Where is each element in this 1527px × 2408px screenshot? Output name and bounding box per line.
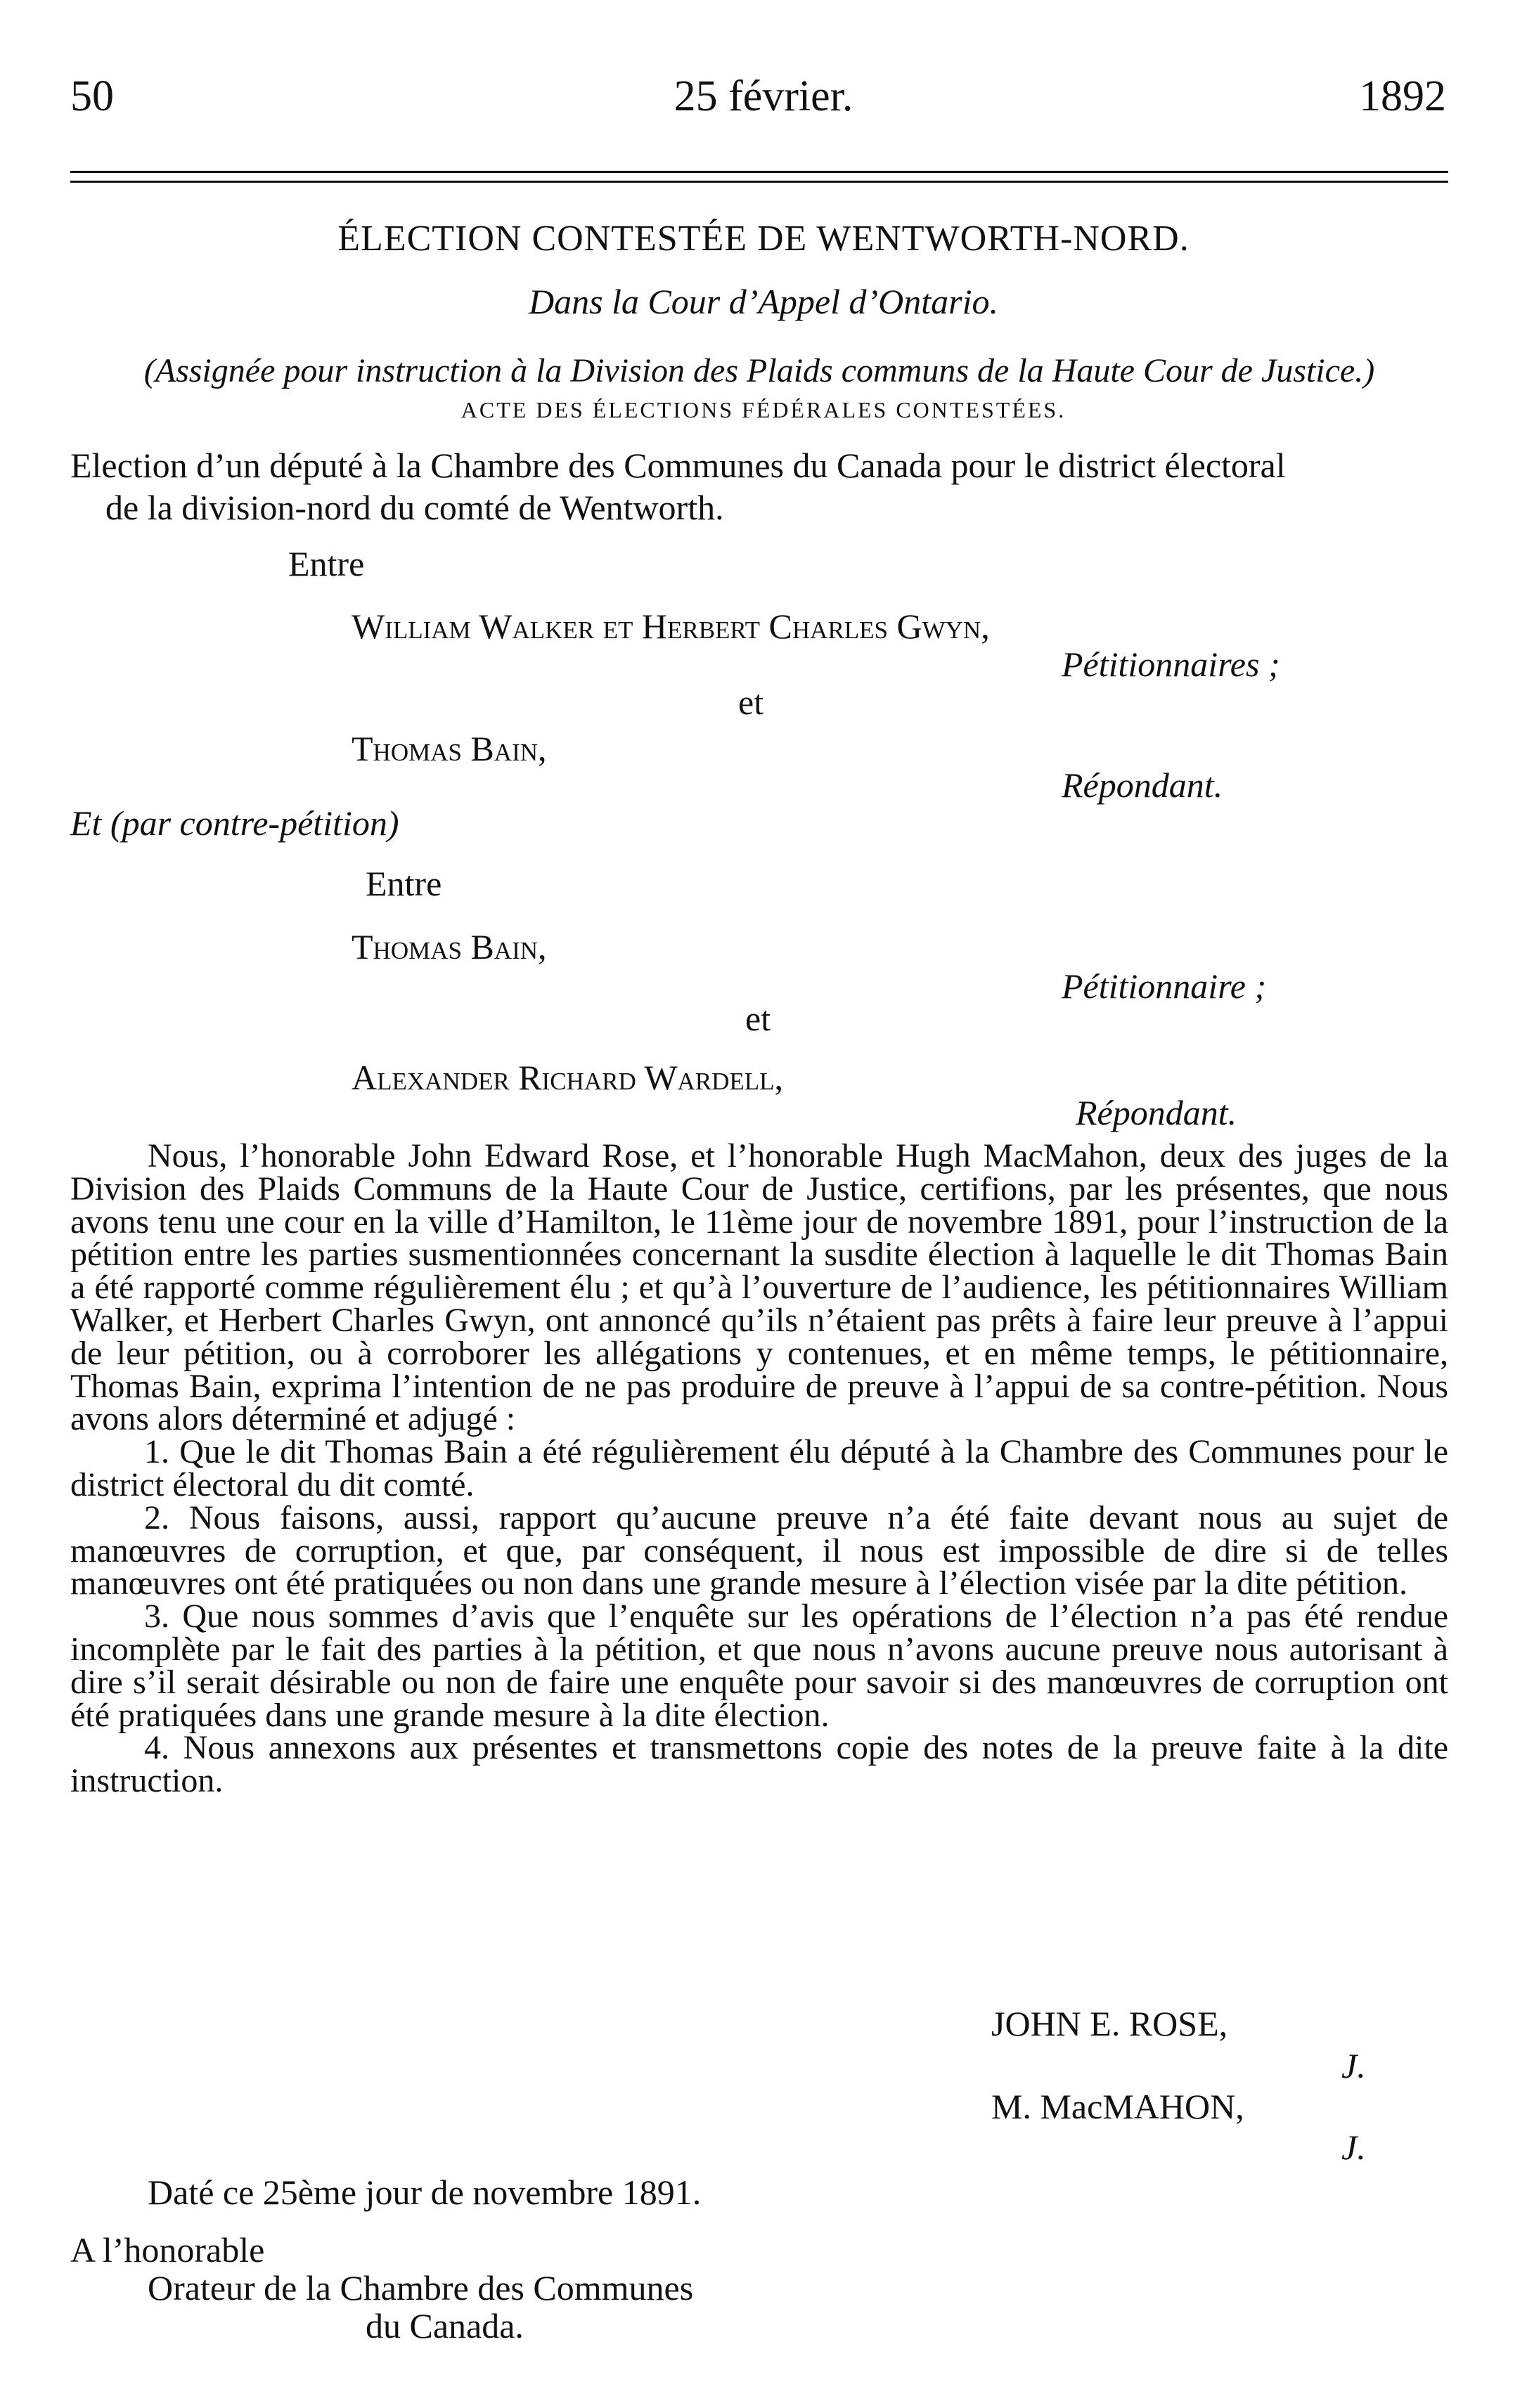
act-title: ACTE DES ÉLECTIONS FÉDÉRALES CONTESTÉES. xyxy=(460,397,1067,422)
address-line-1: A l’honorable xyxy=(70,2230,265,2270)
body-paragraph: 3. Que nous sommes d’avis que l’enquête sur les opérations de l’élection n’a pas été rendue incomplète par le fait des parties à la pétition, et que nous n’avons aucune preuve nous autorisant à dire s’il serait désirable ou non de faire une enquête pour savoir si des manœuvres de corruption ont été pratiquées dans une grande mesure à la dite élection. xyxy=(70,1598,1448,1734)
dated-line: Daté ce 25ème jour de novembre 1891. xyxy=(148,2173,702,2212)
header-year: 1892 xyxy=(1359,72,1446,120)
respondent-name: Thomas Bain, xyxy=(352,729,547,768)
assignment-note: (Assignée pour instruction à la Division des Plaids communs de la Haute Cour de Justice.) xyxy=(143,352,1375,389)
body-paragraph: 4. Nous annexons aux présentes et transmettons copie des notes de la preuve faite à la dite instruction. xyxy=(70,1729,1448,1800)
signature-judge-2-mark: J. xyxy=(1341,2128,1366,2167)
entre-label: Entre xyxy=(288,544,365,583)
signature-judge-1-mark: J. xyxy=(1341,2046,1366,2085)
body-paragraph: 2. Nous faisons, aussi, rapport qu’aucune preuve n’a été faite devant nous au sujet de manœuvres de corruption, et que, par conséquent, il nous est impossible de dire si de telles manœuvres ont été pratiquées ou non dans une grande mesure à l’élection visée par la dite pétition. xyxy=(70,1498,1448,1603)
conjunction-et-2: et xyxy=(745,999,771,1038)
intro-paragraph xyxy=(70,444,1448,529)
intro-line-1: Election d’un député à la Chambre des Communes du Canada pour le district électoral xyxy=(70,446,1286,485)
entre-label-2: Entre xyxy=(366,864,442,903)
petitioners-names: William Walker et Herbert Charles Gwyn, xyxy=(352,607,990,646)
certificate-body xyxy=(70,1137,1448,1800)
document-title: ÉLECTION CONTESTÉE DE WENTWORTH-NORD. xyxy=(337,219,1190,259)
body-paragraph: Nous, l’honorable John Edward Rose, et l’honorable Hugh MacMahon, deux des juges de la Division des Plaids Communs de la Haute Cour de Justice, certifions, par les présentes, que nous avons tenu une cour en la ville d’Hamilton, le 11ème jour de novembre 1891, pour l’instruction de la pétition entre les parties susmentionnées concernant la susdite élection à laquelle le dit Thomas Bain a été rapporté comme régulièrement élu ; et qu’à l’ouverture de l’audience, les pétitionnaires William Walker, et Herbert Charles Gwyn, ont annoncé qu’ils n’étaient pas prêts à faire leur preuve à l’appui de leur pétition, ou à corroborer les allégations y contenues, et en même temps, le pétitionnaire, Thomas Bain, exprima l’intention de ne pas produire de preuve à l’appui de sa contre-pétition. Nous avons alors déterminé et adjugé : xyxy=(70,1137,1448,1438)
address-line-2: Orateur de la Chambre des Communes xyxy=(148,2268,694,2307)
address-line-3: du Canada. xyxy=(366,2306,524,2345)
header-rule-bottom xyxy=(70,181,1448,183)
intro-line-2: de la division-nord du comté de Wentworth. xyxy=(105,488,724,527)
counter-petition-label: Et (par contre-pétition) xyxy=(70,803,399,843)
respondent-2-role: Répondant. xyxy=(1076,1093,1237,1132)
court-name: Dans la Cour d’Appel d’Ontario. xyxy=(528,282,999,321)
signature-judge-2: M. MacMAHON, xyxy=(991,2087,1244,2126)
body-paragraph: 1. Que le dit Thomas Bain a été régulièrement élu député à la Chambre des Communes pour le district électoral du dit comté. xyxy=(70,1433,1448,1503)
conjunction-et: et xyxy=(738,682,764,722)
respondent-role: Répondant. xyxy=(1062,765,1223,805)
header-date: 25 février. xyxy=(674,72,853,120)
petitioner-2-role: Pétitionnaire ; xyxy=(1062,966,1267,1006)
petitioners-role: Pétitionnaires ; xyxy=(1062,645,1280,684)
petitioner-2-name: Thomas Bain, xyxy=(352,927,547,966)
respondent-2-name: Alexander Richard Wardell, xyxy=(352,1058,784,1097)
header-rule-top xyxy=(70,171,1448,173)
page-number: 50 xyxy=(70,72,114,120)
signature-judge-1: JOHN E. ROSE, xyxy=(991,2004,1228,2043)
